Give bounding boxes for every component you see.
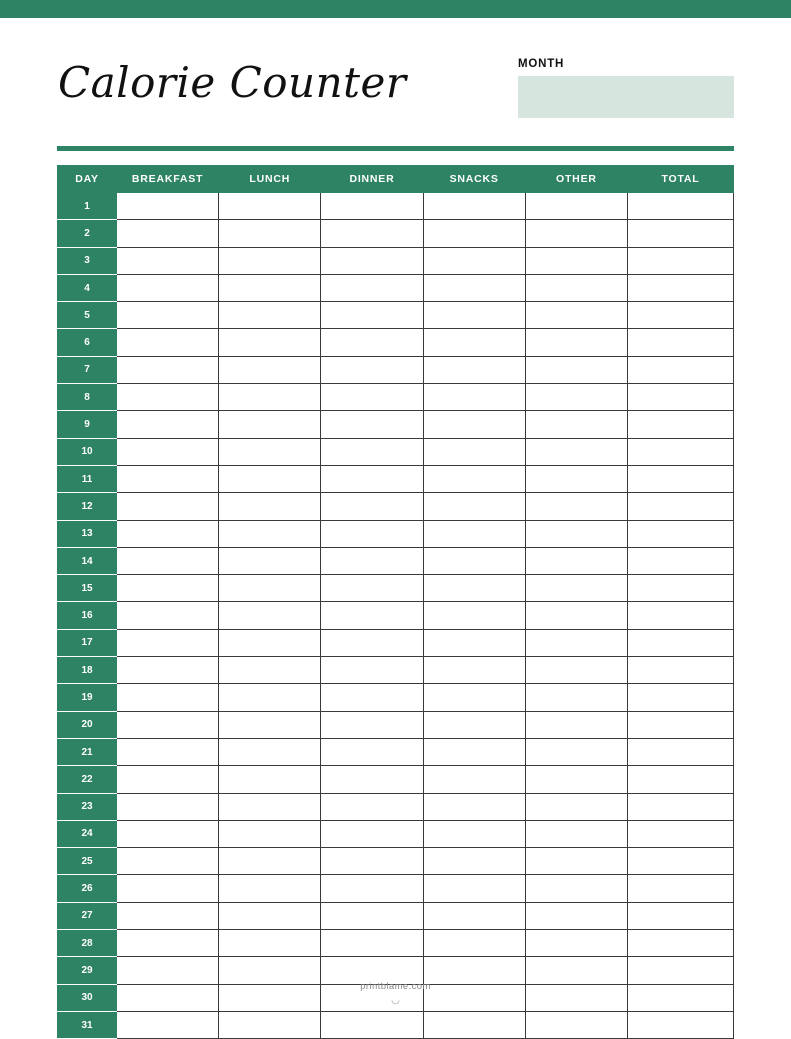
entry-cell[interactable] [117, 711, 219, 738]
entry-cell[interactable] [423, 875, 525, 902]
entry-cell[interactable] [525, 575, 627, 602]
entry-cell[interactable] [321, 766, 423, 793]
day-number-cell: 8 [58, 384, 117, 411]
entry-cell[interactable] [525, 875, 627, 902]
day-number-cell: 27 [58, 902, 117, 929]
table-row [58, 684, 734, 711]
entry-cell[interactable] [117, 493, 219, 520]
entry-cell[interactable] [628, 220, 734, 247]
entry-cell[interactable] [321, 684, 423, 711]
entry-cell[interactable] [219, 411, 321, 438]
day-number-cell: 19 [58, 684, 117, 711]
day-number-cell: 6 [58, 329, 117, 356]
entry-cell[interactable] [219, 657, 321, 684]
entry-cell[interactable] [525, 493, 627, 520]
entry-cell[interactable] [628, 820, 734, 847]
entry-cell[interactable] [117, 793, 219, 820]
entry-cell[interactable] [321, 957, 423, 984]
day-number-cell: 20 [58, 711, 117, 738]
entry-cell[interactable] [117, 738, 219, 765]
entry-cell[interactable] [423, 629, 525, 656]
table-row [58, 820, 734, 847]
entry-cell[interactable] [321, 220, 423, 247]
entry-cell[interactable] [321, 793, 423, 820]
entry-cell[interactable] [219, 193, 321, 220]
day-number-cell: 14 [58, 547, 117, 574]
calorie-table-wrap [57, 165, 734, 1039]
table-head [58, 166, 734, 193]
entry-cell[interactable] [628, 629, 734, 656]
entry-cell[interactable] [219, 629, 321, 656]
entry-cell[interactable] [219, 711, 321, 738]
day-number-cell: 29 [58, 957, 117, 984]
day-number-cell: 18 [58, 657, 117, 684]
entry-cell[interactable] [117, 957, 219, 984]
entry-cell[interactable] [525, 820, 627, 847]
day-number-cell: 23 [58, 793, 117, 820]
entry-cell[interactable] [219, 1011, 321, 1038]
entry-cell[interactable] [117, 438, 219, 465]
entry-cell[interactable] [525, 247, 627, 274]
day-number-cell: 15 [58, 575, 117, 602]
entry-cell[interactable] [423, 520, 525, 547]
entry-cell[interactable] [321, 547, 423, 574]
table-row [58, 247, 734, 274]
day-number-cell: 7 [58, 356, 117, 383]
entry-cell[interactable] [219, 384, 321, 411]
table-row [58, 302, 734, 329]
table-row [58, 793, 734, 820]
entry-cell[interactable] [423, 547, 525, 574]
entry-cell[interactable] [628, 930, 734, 957]
month-block [518, 58, 734, 118]
entry-cell[interactable] [117, 1011, 219, 1038]
table-row [58, 384, 734, 411]
table-row [58, 438, 734, 465]
entry-cell[interactable] [628, 1011, 734, 1038]
entry-cell[interactable] [219, 220, 321, 247]
column-header-lunch: LUNCH [219, 166, 321, 193]
entry-cell[interactable] [219, 520, 321, 547]
table-row [58, 766, 734, 793]
entry-cell[interactable] [525, 848, 627, 875]
entry-cell[interactable] [117, 602, 219, 629]
entry-cell[interactable] [628, 356, 734, 383]
entry-cell[interactable] [525, 465, 627, 492]
column-header-other: OTHER [525, 166, 627, 193]
day-number-cell: 30 [58, 984, 117, 1011]
entry-cell[interactable] [423, 930, 525, 957]
entry-cell[interactable] [321, 602, 423, 629]
calorie-table [57, 165, 734, 1039]
entry-cell[interactable] [525, 1011, 627, 1038]
entry-cell[interactable] [423, 820, 525, 847]
entry-cell[interactable] [628, 602, 734, 629]
day-number-cell: 5 [58, 302, 117, 329]
entry-cell[interactable] [628, 575, 734, 602]
entry-cell[interactable] [321, 302, 423, 329]
entry-cell[interactable] [321, 274, 423, 301]
footer-site: printblame.com [360, 981, 431, 992]
entry-cell[interactable] [321, 930, 423, 957]
table-row [58, 848, 734, 875]
entry-cell[interactable] [219, 684, 321, 711]
entry-cell[interactable] [321, 711, 423, 738]
entry-cell[interactable] [525, 684, 627, 711]
day-number-cell: 3 [58, 247, 117, 274]
entry-cell[interactable] [525, 411, 627, 438]
entry-cell[interactable] [219, 793, 321, 820]
month-input[interactable] [518, 76, 734, 118]
entry-cell[interactable] [628, 465, 734, 492]
table-row [58, 547, 734, 574]
entry-cell[interactable] [117, 902, 219, 929]
table-row [58, 411, 734, 438]
page-header [58, 44, 734, 140]
entry-cell[interactable] [219, 493, 321, 520]
entry-cell[interactable] [423, 738, 525, 765]
day-number-cell: 2 [58, 220, 117, 247]
entry-cell[interactable] [423, 657, 525, 684]
entry-cell[interactable] [525, 438, 627, 465]
entry-cell[interactable] [525, 193, 627, 220]
entry-cell[interactable] [117, 684, 219, 711]
table-row [58, 602, 734, 629]
column-header-day: DAY [58, 166, 117, 193]
table-row [58, 329, 734, 356]
table-row [58, 220, 734, 247]
entry-cell[interactable] [321, 493, 423, 520]
entry-cell[interactable] [219, 438, 321, 465]
entry-cell[interactable] [628, 302, 734, 329]
entry-cell[interactable] [525, 520, 627, 547]
entry-cell[interactable] [117, 657, 219, 684]
day-number-cell: 12 [58, 493, 117, 520]
day-number-cell: 16 [58, 602, 117, 629]
entry-cell[interactable] [423, 274, 525, 301]
entry-cell[interactable] [525, 329, 627, 356]
entry-cell[interactable] [117, 547, 219, 574]
entry-cell[interactable] [117, 766, 219, 793]
entry-cell[interactable] [321, 738, 423, 765]
entry-cell[interactable] [628, 793, 734, 820]
entry-cell[interactable] [628, 848, 734, 875]
entry-cell[interactable] [423, 356, 525, 383]
entry-cell[interactable] [321, 1011, 423, 1038]
entry-cell[interactable] [117, 274, 219, 301]
table-row [58, 575, 734, 602]
table-row [58, 629, 734, 656]
entry-cell[interactable] [117, 356, 219, 383]
entry-cell[interactable] [321, 902, 423, 929]
entry-cell[interactable] [117, 930, 219, 957]
entry-cell[interactable] [219, 329, 321, 356]
table-body [58, 193, 734, 1039]
table-row [58, 875, 734, 902]
day-number-cell: 25 [58, 848, 117, 875]
table-row [58, 957, 734, 984]
month-label: MONTH [518, 58, 565, 70]
entry-cell[interactable] [423, 711, 525, 738]
entry-cell[interactable] [423, 957, 525, 984]
entry-cell[interactable] [423, 1011, 525, 1038]
entry-cell[interactable] [219, 875, 321, 902]
entry-cell[interactable] [321, 520, 423, 547]
entry-cell[interactable] [525, 547, 627, 574]
entry-cell[interactable] [321, 329, 423, 356]
entry-cell[interactable] [628, 547, 734, 574]
entry-cell[interactable] [628, 438, 734, 465]
entry-cell[interactable] [423, 602, 525, 629]
entry-cell[interactable] [525, 220, 627, 247]
entry-cell[interactable] [525, 793, 627, 820]
entry-cell[interactable] [117, 384, 219, 411]
day-number-cell: 10 [58, 438, 117, 465]
entry-cell[interactable] [423, 493, 525, 520]
entry-cell[interactable] [219, 930, 321, 957]
entry-cell[interactable] [628, 274, 734, 301]
entry-cell[interactable] [628, 247, 734, 274]
entry-cell[interactable] [525, 711, 627, 738]
table-row [58, 1011, 734, 1038]
top-accent-bar [0, 0, 791, 18]
day-number-cell: 9 [58, 411, 117, 438]
entry-cell[interactable] [423, 220, 525, 247]
entry-cell[interactable] [219, 902, 321, 929]
entry-cell[interactable] [219, 274, 321, 301]
entry-cell[interactable] [628, 766, 734, 793]
entry-cell[interactable] [117, 520, 219, 547]
entry-cell[interactable] [525, 302, 627, 329]
entry-cell[interactable] [117, 247, 219, 274]
entry-cell[interactable] [628, 711, 734, 738]
entry-cell[interactable] [219, 957, 321, 984]
table-row [58, 711, 734, 738]
entry-cell[interactable] [525, 384, 627, 411]
entry-cell[interactable] [525, 930, 627, 957]
day-number-cell: 1 [58, 193, 117, 220]
page-footer [0, 981, 791, 1006]
entry-cell[interactable] [219, 302, 321, 329]
day-number-cell: 4 [58, 274, 117, 301]
entry-cell[interactable] [423, 247, 525, 274]
entry-cell[interactable] [117, 575, 219, 602]
entry-cell[interactable] [219, 465, 321, 492]
day-number-cell: 28 [58, 930, 117, 957]
entry-cell[interactable] [525, 657, 627, 684]
entry-cell[interactable] [321, 193, 423, 220]
table-row [58, 274, 734, 301]
entry-cell[interactable] [628, 738, 734, 765]
entry-cell[interactable] [628, 657, 734, 684]
entry-cell[interactable] [423, 902, 525, 929]
day-number-cell: 22 [58, 766, 117, 793]
column-header-dinner: DINNER [321, 166, 423, 193]
entry-cell[interactable] [628, 957, 734, 984]
entry-cell[interactable] [219, 356, 321, 383]
entry-cell[interactable] [628, 520, 734, 547]
entry-cell[interactable] [321, 820, 423, 847]
entry-cell[interactable] [525, 766, 627, 793]
entry-cell[interactable] [117, 465, 219, 492]
entry-cell[interactable] [423, 411, 525, 438]
entry-cell[interactable] [117, 329, 219, 356]
entry-cell[interactable] [525, 356, 627, 383]
day-number-cell: 24 [58, 820, 117, 847]
table-row [58, 465, 734, 492]
entry-cell[interactable] [628, 902, 734, 929]
entry-cell[interactable] [321, 384, 423, 411]
table-row [58, 493, 734, 520]
entry-cell[interactable] [423, 465, 525, 492]
table-row [58, 193, 734, 220]
entry-cell[interactable] [117, 411, 219, 438]
entry-cell[interactable] [219, 820, 321, 847]
entry-cell[interactable] [628, 684, 734, 711]
table-row [58, 738, 734, 765]
entry-cell[interactable] [117, 848, 219, 875]
day-number-cell: 13 [58, 520, 117, 547]
table-row [58, 356, 734, 383]
entry-cell[interactable] [423, 684, 525, 711]
entry-cell[interactable] [219, 547, 321, 574]
entry-cell[interactable] [321, 411, 423, 438]
entry-cell[interactable] [117, 302, 219, 329]
entry-cell[interactable] [423, 575, 525, 602]
entry-cell[interactable] [525, 957, 627, 984]
entry-cell[interactable] [117, 220, 219, 247]
entry-cell[interactable] [321, 657, 423, 684]
entry-cell[interactable] [219, 575, 321, 602]
entry-cell[interactable] [628, 384, 734, 411]
entry-cell[interactable] [219, 766, 321, 793]
entry-cell[interactable] [423, 438, 525, 465]
column-header-breakfast: BREAKFAST [117, 166, 219, 193]
day-number-cell: 31 [58, 1011, 117, 1038]
entry-cell[interactable] [117, 629, 219, 656]
entry-cell[interactable] [628, 875, 734, 902]
entry-cell[interactable] [117, 820, 219, 847]
entry-cell[interactable] [628, 193, 734, 220]
table-row [58, 902, 734, 929]
circle-logo-icon: ◡ [391, 995, 400, 1006]
column-header-total: TOTAL [628, 166, 734, 193]
entry-cell[interactable] [423, 302, 525, 329]
entry-cell[interactable] [321, 438, 423, 465]
day-number-cell: 26 [58, 875, 117, 902]
entry-cell[interactable] [423, 793, 525, 820]
entry-cell[interactable] [423, 848, 525, 875]
entry-cell[interactable] [525, 274, 627, 301]
page-title: Calorie Counter [58, 58, 407, 107]
entry-cell[interactable] [321, 465, 423, 492]
entry-cell[interactable] [628, 411, 734, 438]
header-divider [57, 146, 734, 151]
entry-cell[interactable] [219, 848, 321, 875]
entry-cell[interactable] [321, 875, 423, 902]
table-header-row [58, 166, 734, 193]
day-number-cell: 17 [58, 629, 117, 656]
entry-cell[interactable] [525, 629, 627, 656]
entry-cell[interactable] [219, 738, 321, 765]
entry-cell[interactable] [525, 738, 627, 765]
entry-cell[interactable] [219, 602, 321, 629]
entry-cell[interactable] [117, 875, 219, 902]
table-row [58, 520, 734, 547]
entry-cell[interactable] [321, 848, 423, 875]
entry-cell[interactable] [219, 247, 321, 274]
entry-cell[interactable] [525, 602, 627, 629]
entry-cell[interactable] [117, 193, 219, 220]
entry-cell[interactable] [321, 575, 423, 602]
column-header-snacks: SNACKS [423, 166, 525, 193]
entry-cell[interactable] [423, 329, 525, 356]
entry-cell[interactable] [525, 902, 627, 929]
entry-cell[interactable] [321, 356, 423, 383]
table-row [58, 930, 734, 957]
day-number-cell: 21 [58, 738, 117, 765]
entry-cell[interactable] [321, 629, 423, 656]
entry-cell[interactable] [423, 766, 525, 793]
entry-cell[interactable] [321, 247, 423, 274]
day-number-cell: 11 [58, 465, 117, 492]
entry-cell[interactable] [423, 384, 525, 411]
entry-cell[interactable] [423, 193, 525, 220]
entry-cell[interactable] [628, 493, 734, 520]
entry-cell[interactable] [628, 329, 734, 356]
table-row [58, 657, 734, 684]
